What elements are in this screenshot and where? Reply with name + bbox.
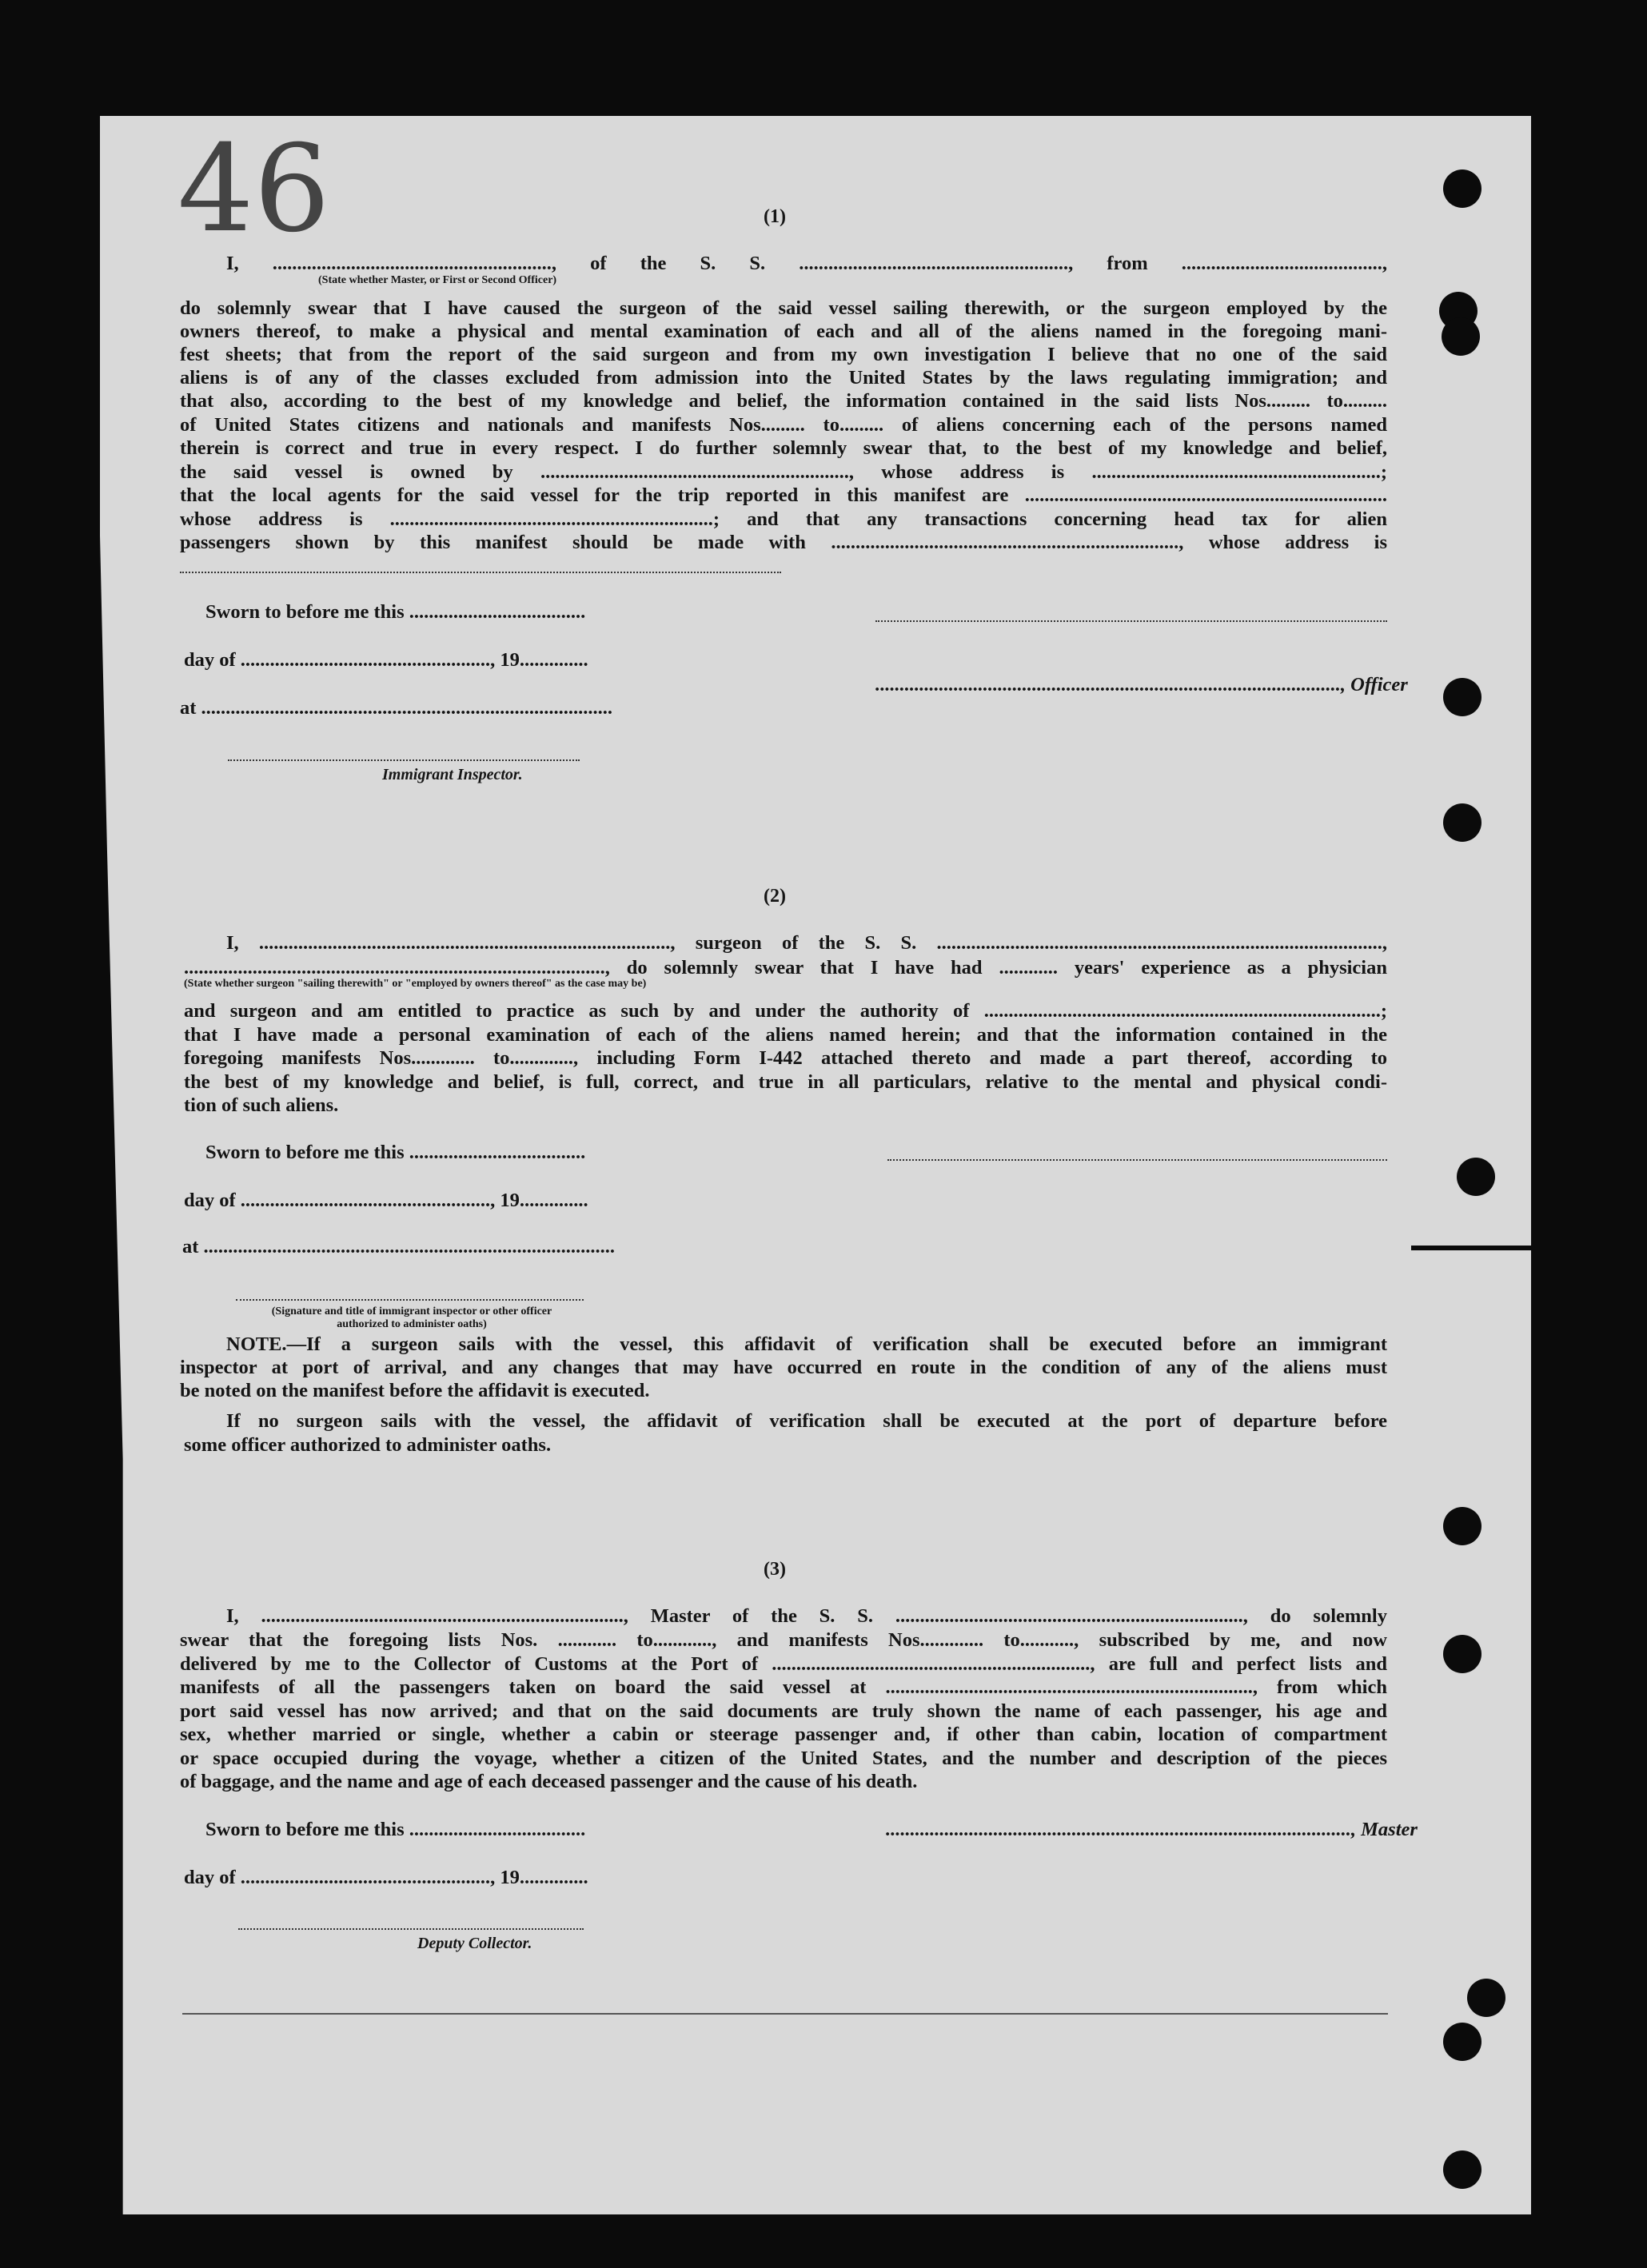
text-line: the best of my knowledge and belief, is full, correct, and true in all particulars, relative to the mental and physical condi-: [184, 1071, 1387, 1093]
day-line: day of ..................................................., 19..............: [184, 649, 588, 671]
text-line: or space occupied during the voyage, whether a citizen of the United States, and the number and description of the pieces: [180, 1748, 1387, 1769]
signature-line: [180, 572, 781, 573]
text-line: tion of such aliens.: [184, 1094, 339, 1116]
text-line: that also, according to the best of my knowledge and belief, the information contained in the said lists Nos......... to.........: [180, 390, 1387, 412]
at-line: at ....................................................................................: [182, 1236, 616, 1258]
inspector-signature-line: [228, 759, 580, 761]
master-signature-line: ..............................................................................................., Master: [886, 1819, 1418, 1840]
text-line: fest sheets; that from the report of the said surgeon and from my own investigation I believe that no one of the said: [180, 344, 1387, 365]
section-2-line-1: I, ...................................................................................., surgeon of the S. S. ...........................................................................................,: [226, 932, 1387, 954]
section-2-line-2-note: (State whether surgeon "sailing therewith" or "employed by owners thereof" as the case may be): [184, 978, 647, 990]
text-line: therein is correct and true in every respect. I do further solemnly swear that, to the best of my knowledge and belief,: [180, 437, 1387, 459]
text-line: manifests of all the passengers taken on board the said vessel at ..........................................................................., from which: [180, 1676, 1387, 1698]
text-line: that the local agents for the said vessel for the trip reported in this manifest are ..........................................................................: [180, 484, 1387, 506]
bottom-rule: [182, 2013, 1388, 2015]
collector-label: Deputy Collector.: [417, 1935, 532, 1952]
text-line: foregoing manifests Nos............. to............., including Form I-442 attached thereto and made a part thereof, according to: [184, 1047, 1387, 1069]
collector-signature-line: [238, 1928, 584, 1930]
officer-top-line: [875, 620, 1387, 622]
page-fold: [1411, 1246, 1539, 1250]
note-line: If no surgeon sails with the vessel, the affidavit of verification shall be executed at the port of departure before: [226, 1410, 1387, 1432]
sworn-line: Sworn to before me this ....................................: [205, 1142, 586, 1163]
officer-signature-line: ..............................................................................................., Officer: [875, 674, 1408, 696]
section-1-number: (1): [764, 206, 786, 227]
punch-hole: [1467, 1979, 1505, 2017]
text-line: owners thereof, to make a physical and mental examination of each and all of the aliens named in the foregoing mani-: [180, 321, 1387, 342]
inspector-label: Immigrant Inspector.: [382, 766, 523, 783]
note-line: inspector at port of arrival, and any changes that may have occurred en route in the condition of any of the aliens must: [180, 1357, 1387, 1378]
day-line: day of ..................................................., 19..............: [184, 1867, 588, 1888]
at-line: at ....................................................................................: [180, 697, 613, 719]
section-1-line-1: I, ........................................................., of the S. S. ......................................................., from .........................................,: [226, 253, 1387, 274]
punch-hole: [1443, 1507, 1482, 1545]
punch-hole: [1443, 2150, 1482, 2189]
text-line: swear that the foregoing lists Nos. ............ to............, and manifests Nos............. to..........., subscribed by me, and now: [180, 1629, 1387, 1651]
punch-hole: [1442, 317, 1480, 356]
text-line: I, .........................................................................., Master of the S. S. ......................................................................., do solemnly: [226, 1605, 1387, 1627]
text-line: passengers shown by this manifest should be made with ......................................................................., whose address is: [180, 532, 1387, 553]
inspector-signature-line: [236, 1299, 584, 1301]
text-line: of baggage, and the name and age of each deceased passenger and the cause of his death.: [180, 1771, 918, 1792]
text-line: and surgeon and am entitled to practice as such by and under the authority of .................................................................................;: [184, 1000, 1387, 1022]
text-line: sex, whether married or single, whether a cabin or steerage passenger and, if other than cabin, location of compartment: [180, 1724, 1387, 1745]
handwritten-page-number: 46: [177, 120, 330, 259]
sworn-line: Sworn to before me this ....................................: [205, 601, 586, 623]
note-label: NOTE.: [226, 1333, 287, 1355]
note-line: [226, 1333, 1387, 1356]
section-3-number: (3): [764, 1559, 786, 1580]
text-line: of United States citizens and nationals and manifests Nos......... to......... of aliens concerning each of the persons named: [180, 414, 1387, 436]
punch-hole: [1443, 1635, 1482, 1673]
section-2-number: (2): [764, 886, 786, 907]
text-line: the said vessel is owned by ..............................................................., whose address is ...........................................................;: [180, 461, 1387, 483]
signature-note: (Signature and title of immigrant inspector or other officer authorized to administer oaths): [271, 1305, 552, 1330]
text-line: delivered by me to the Collector of Customs at the Port of ................................................................., are full and perfect lists and: [180, 1653, 1387, 1675]
punch-hole: [1443, 678, 1482, 716]
punch-hole: [1457, 1158, 1495, 1196]
section-1-line-1-note: (State whether Master, or First or Second Officer): [318, 274, 557, 286]
text-line: that I have made a personal examination of each of the aliens named herein; and that the information contained in the: [184, 1024, 1387, 1046]
day-line: day of ..................................................., 19..............: [184, 1190, 588, 1211]
note-text: —If a surgeon sails with the vessel, this affidavit of verification shall be executed before an immigrant: [286, 1333, 1387, 1355]
punch-hole: [1443, 2023, 1482, 2061]
text-line: port said vessel has now arrived; and that on the said documents are truly shown the name of each passenger, his age and: [180, 1700, 1387, 1722]
punch-hole: [1443, 803, 1482, 842]
text-line: aliens is of any of the classes excluded from admission into the United States by the laws regulating immigration; and: [180, 367, 1387, 389]
sworn-line: Sworn to before me this ....................................: [205, 1819, 586, 1840]
note-line: be noted on the manifest before the affidavit is executed.: [180, 1380, 650, 1401]
punch-hole: [1443, 169, 1482, 208]
section-2-line-2: ......................................................................................, do solemnly swear that I have had ............ years' experience as a physician: [184, 957, 1387, 979]
text-line: do solemnly swear that I have caused the surgeon of the said vessel sailing therewith, or the surgeon employed by the: [180, 297, 1387, 319]
surgeon-signature-line: [887, 1159, 1387, 1161]
note-line: some officer authorized to administer oaths.: [184, 1434, 552, 1456]
text-line: whose address is ..................................................................; and that any transactions concerning head tax for alien: [180, 508, 1387, 530]
